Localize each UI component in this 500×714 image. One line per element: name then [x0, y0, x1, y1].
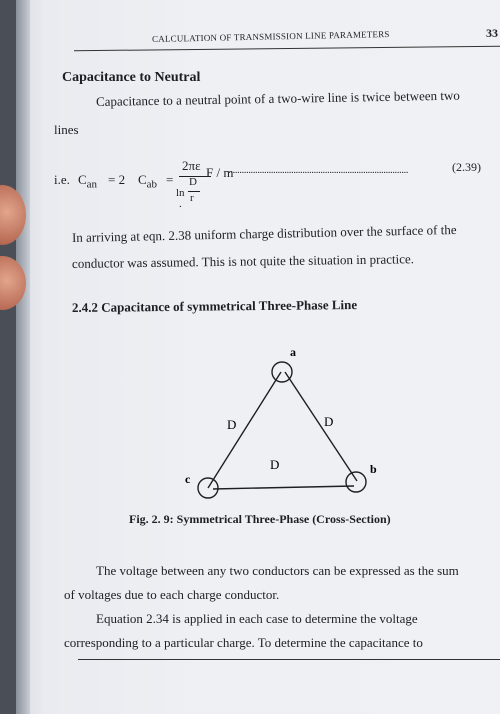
- eq-leader-dots: ................................................................................: [228, 164, 408, 176]
- eq-numerator: 2πε: [182, 158, 201, 173]
- eq-cab-sub: ab: [146, 178, 158, 191]
- eq-lhs-symbol: C: [78, 172, 87, 187]
- page-number: 33: [486, 26, 498, 40]
- side-bc: [213, 486, 354, 489]
- para3-line2: of voltages due to each charge conductor.: [64, 587, 280, 602]
- running-header: CALCULATION OF TRANSMISSION LINE PARAMETERS: [151, 29, 390, 44]
- eq-lhs-sub: an: [86, 178, 98, 191]
- eq-equals-2: = 2: [108, 172, 126, 187]
- book-page: [16, 0, 500, 714]
- para2-line1: In arriving at eqn. 2.38 uniform charge distribution over the surface of the: [71, 221, 457, 245]
- conductor-b: [346, 472, 366, 492]
- section-heading-three-phase: 2.4.2 Capacitance of symmetrical Three-Phase Line: [71, 297, 358, 315]
- side-ab: [285, 372, 357, 481]
- eq-unit: F / m: [206, 165, 234, 180]
- header-rule: [74, 46, 500, 52]
- label-b: b: [370, 462, 377, 476]
- page-edge: [16, 0, 30, 714]
- eq-dot: .: [179, 198, 182, 210]
- eq-ln: ln: [176, 187, 185, 199]
- three-phase-diagram: [166, 340, 406, 510]
- eq-cab-symbol: C: [138, 172, 147, 187]
- label-a: a: [290, 345, 296, 359]
- eq-prefix: i.e.: [54, 172, 70, 187]
- section-heading-capacitance-neutral: Capacitance to Neutral: [62, 70, 201, 85]
- conductor-a: [272, 362, 292, 382]
- para3-line3: Equation 2.34 is applied in each case to determine the voltage: [96, 611, 418, 626]
- para2-line2: conductor was assumed. This is not quite the situation in practice.: [71, 251, 415, 271]
- eq-cab: [138, 172, 157, 191]
- eq-inner-denominator: r: [190, 192, 194, 204]
- para1-line1: Capacitance to a neutral point of a two-wire line is twice between two: [95, 87, 460, 109]
- para3-line4: corresponding to a particular charge. To determine the capacitance to: [64, 635, 423, 650]
- eq-equals: =: [166, 172, 174, 187]
- eq-inner-numerator: D: [189, 176, 197, 188]
- figure-caption: Fig. 2. 9: Symmetrical Three-Phase (Cross-Section): [129, 512, 391, 526]
- eq-lhs: [78, 172, 97, 191]
- eq-number: (2.39): [452, 160, 481, 174]
- footer-rule: [78, 659, 500, 660]
- label-side-bottom: D: [270, 457, 280, 472]
- label-side-left: D: [227, 417, 237, 432]
- label-side-right: D: [324, 414, 334, 429]
- para3-line1: The voltage between any two conductors can be expressed as the sum: [96, 563, 459, 578]
- para1-line2: lines: [54, 122, 79, 137]
- label-c: c: [185, 472, 191, 486]
